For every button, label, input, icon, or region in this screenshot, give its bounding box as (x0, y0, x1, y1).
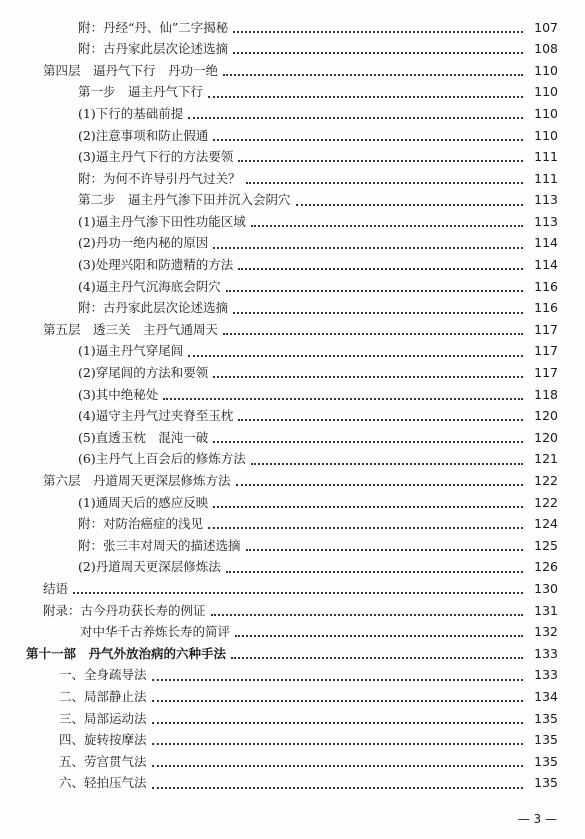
toc-entry (0, 751, 585, 773)
toc-entry-title: (1)下行的基础前提 (78, 105, 184, 121)
toc-entry-title: (4)逼守主丹气过夹脊至玉枕 (78, 408, 234, 424)
toc-entry-page: 135 (534, 775, 558, 791)
toc-entry-title: 附：古丹家此层次论述选摘 (78, 41, 229, 57)
toc-entry (0, 427, 585, 449)
toc-entry (0, 190, 585, 212)
dot-leader (236, 482, 523, 486)
toc-entry (0, 147, 585, 169)
dot-leader (233, 29, 523, 33)
toc-entry (0, 557, 585, 579)
toc-entry (0, 730, 585, 752)
toc-entry-title: 附：丹经“丹、仙”二字揭秘 (78, 19, 229, 35)
dot-leader (73, 590, 523, 594)
dot-leader (213, 245, 523, 249)
toc-entry-page: 133 (534, 667, 558, 683)
dot-leader (213, 439, 523, 443)
page-number: — 3 — (517, 812, 557, 826)
table-of-contents (0, 17, 585, 794)
toc-entry-title: 第五层 透三关 主丹气通周天 (43, 321, 219, 337)
toc-entry-title: 六、轻拍压气法 (59, 775, 147, 791)
toc-entry (0, 341, 585, 363)
toc-entry-page: 113 (534, 192, 558, 208)
toc-entry-title: 二、局部静止法 (59, 688, 147, 704)
toc-entry-page: 110 (534, 84, 558, 100)
dot-leader (238, 266, 523, 270)
toc-entry (0, 449, 585, 471)
toc-entry (0, 125, 585, 147)
dot-leader (231, 655, 523, 659)
toc-entry (0, 384, 585, 406)
toc-entry-title: 结语 (43, 580, 69, 596)
toc-entry-page: 110 (534, 105, 558, 121)
toc-entry-page: 117 (534, 365, 558, 381)
toc-entry-page: 107 (534, 19, 558, 35)
toc-entry-page: 130 (534, 580, 558, 596)
toc-entry-title: (1)通周天后的感应反映 (78, 494, 209, 510)
toc-entry-page: 121 (534, 451, 558, 467)
toc-entry-page: 117 (534, 321, 558, 337)
dot-leader (213, 137, 523, 141)
toc-entry-title: (3)处理兴阳和防遗精的方法 (78, 257, 234, 273)
dot-leader (208, 94, 523, 98)
toc-entry (0, 17, 585, 39)
toc-entry-title: (2)穿尾闾的方法和要领 (78, 365, 209, 381)
dot-leader (246, 547, 523, 551)
toc-entry (0, 60, 585, 82)
toc-entry-title: 对中华千古养炼长寿的简评 (80, 624, 231, 640)
toc-entry-page: 114 (534, 235, 558, 251)
toc-entry (0, 600, 585, 622)
dot-leader (211, 612, 523, 616)
toc-entry-page: 135 (534, 732, 558, 748)
toc-entry-title: 附录：古今丹功获长寿的例证 (43, 602, 206, 618)
dot-leader (163, 396, 523, 400)
dot-leader (213, 374, 523, 378)
toc-entry-title: (1)逼主丹气穿尾闾 (78, 343, 184, 359)
toc-entry-page: 118 (534, 386, 558, 402)
toc-entry-title: 附：对防治癌症的浅见 (78, 516, 204, 532)
dot-leader (251, 461, 523, 465)
dot-leader (238, 417, 523, 421)
dot-leader (223, 72, 523, 76)
toc-entry-title: 一、全身疏导法 (59, 667, 147, 683)
dot-leader (152, 720, 523, 724)
dot-leader (296, 202, 523, 206)
dot-leader (188, 353, 523, 357)
toc-entry-title: 四、旋转按摩法 (59, 732, 147, 748)
toc-entry-title: 第十一部 丹气外放治病的六种手法 (26, 645, 227, 661)
toc-entry (0, 470, 585, 492)
toc-entry (0, 708, 585, 730)
toc-entry-page: 113 (534, 213, 558, 229)
toc-entry-title: (2)注意事项和防止假通 (78, 127, 209, 143)
toc-entry-page: 124 (534, 516, 558, 532)
toc-entry-title: 第六层 丹道周天更深层修炼方法 (43, 473, 231, 489)
dot-leader (152, 785, 523, 789)
toc-entry-title: (5)直透玉枕 混沌一破 (78, 429, 209, 445)
toc-entry (0, 665, 585, 687)
toc-entry-title: (3)逼主丹气下行的方法要领 (78, 149, 234, 165)
toc-entry-page: 120 (534, 408, 558, 424)
dot-leader (223, 331, 523, 335)
toc-entry-page: 116 (534, 278, 558, 294)
toc-entry-page: 114 (534, 257, 558, 273)
toc-entry (0, 406, 585, 428)
toc-entry-page: 111 (534, 170, 558, 186)
toc-entry (0, 363, 585, 385)
dot-leader (246, 180, 523, 184)
toc-entry-title: 附：张三丰对周天的描述选摘 (78, 537, 241, 553)
toc-entry (0, 298, 585, 320)
toc-entry-title: (2)丹道周天更深层修炼法 (78, 559, 221, 575)
toc-entry-title: 五、劳宫贯气法 (59, 753, 147, 769)
toc-entry (0, 103, 585, 125)
toc-entry (0, 514, 585, 536)
toc-entry-page: 110 (534, 62, 558, 78)
toc-entry (0, 255, 585, 277)
toc-entry-page: 117 (534, 343, 558, 359)
toc-entry-title: (6)主丹气上百会后的修炼方法 (78, 451, 246, 467)
toc-entry-title: 第二步 逼主丹气渗下田并沉入会阴穴 (78, 192, 291, 208)
toc-entry (0, 492, 585, 514)
toc-entry-title: (1)逼主丹气渗下田性功能区域 (78, 213, 246, 229)
toc-entry (0, 276, 585, 298)
toc-entry-page: 122 (534, 494, 558, 510)
toc-entry-title: 附：古丹家此层次论述选摘 (78, 300, 229, 316)
toc-entry (0, 168, 585, 190)
dot-leader (233, 50, 523, 54)
toc-entry (0, 211, 585, 233)
dot-leader (233, 310, 523, 314)
toc-entry-title: 三、局部运动法 (59, 710, 147, 726)
toc-entry-page: 125 (534, 537, 558, 553)
dot-leader (188, 115, 523, 119)
toc-entry-title: (4)逼主丹气沉海底会阴穴 (78, 278, 221, 294)
toc-entry-title: 附：为何不许导引丹气过关？ (78, 170, 241, 186)
toc-entry (0, 578, 585, 600)
toc-entry-title: (3)其中绝秘处 (78, 386, 159, 402)
toc-entry-page: 116 (534, 300, 558, 316)
toc-entry (0, 643, 585, 665)
dot-leader (226, 288, 523, 292)
dot-leader (235, 633, 523, 637)
dot-leader (208, 525, 523, 529)
toc-entry (0, 319, 585, 341)
toc-entry-page: 133 (534, 645, 558, 661)
toc-entry-title: 第一步 逼主丹气下行 (78, 84, 204, 100)
toc-entry-page: 110 (534, 127, 558, 143)
toc-entry (0, 233, 585, 255)
dot-leader (152, 698, 523, 702)
dot-leader (251, 223, 523, 227)
toc-entry-page: 131 (534, 602, 558, 618)
toc-entry (0, 686, 585, 708)
toc-entry-page: 111 (534, 149, 558, 165)
toc-entry (0, 773, 585, 795)
toc-entry-page: 132 (534, 624, 558, 640)
toc-entry-page: 122 (534, 473, 558, 489)
dot-leader (152, 741, 523, 745)
dot-leader (213, 504, 523, 508)
dot-leader (226, 569, 523, 573)
dot-leader (238, 158, 523, 162)
toc-entry (0, 535, 585, 557)
toc-entry-page: 108 (534, 41, 558, 57)
toc-entry (0, 39, 585, 61)
toc-entry-page: 126 (534, 559, 558, 575)
toc-entry-title: 第四层 逼丹气下行 丹功一绝 (43, 62, 219, 78)
dot-leader (152, 763, 523, 767)
toc-entry (0, 82, 585, 104)
toc-entry-page: 134 (534, 688, 558, 704)
toc-entry (0, 622, 585, 644)
toc-entry-title: (2)丹功一绝内秘的原因 (78, 235, 209, 251)
dot-leader (152, 677, 523, 681)
toc-entry-page: 120 (534, 429, 558, 445)
toc-entry-page: 135 (534, 753, 558, 769)
toc-entry-page: 135 (534, 710, 558, 726)
